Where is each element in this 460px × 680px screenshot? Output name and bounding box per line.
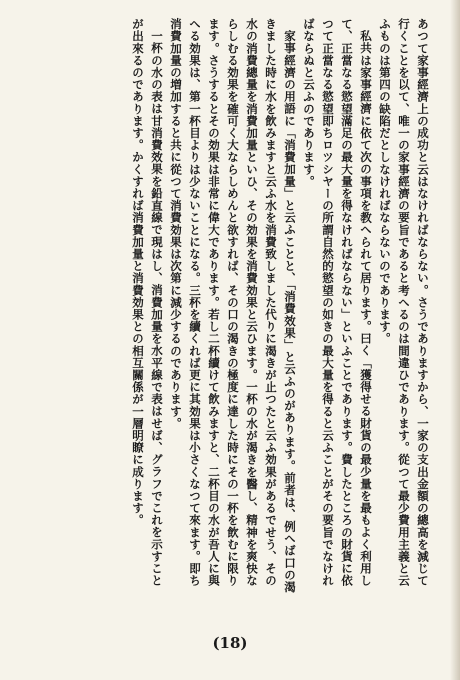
- page-number: (18): [212, 634, 248, 652]
- paragraph-1: あつて家事經濟上の成功と云はなければならない。さうでありますから、一家の支出金額の總高を減じて行くことを以て、唯一の家事經濟の要旨であると考へるのは間違ひであります。從つて最少費用主義と云ふものは第四の缺陷だとしなければならないのであります。: [378, 18, 430, 587]
- page-edge-shadow: [450, 0, 460, 680]
- paragraph-3: 家事經濟の用語に「消費加量」と云ふことと、「消費效果」と云ふのがあります。前者は、例へば口の渴きました時に水を飲みますと云ふ水を消費致しました代りに渴きが止つたと云ふ効果があるでせう、その水の消費總量を消費加量といひ、その効果を消費効果と云ひます。一杯の水が渴きを醫し、精神を爽快ならしむる効果を確可く大ならしめんと欲すれば、その口の渴きの極度に達した時にその一杯を飲むに限ります。さうするとその効果は非常に偉大であります。若し二杯續けて飲みますと、二杯目の水が吾人に與へる効果は、第一杯目よりは少ないことになる。三杯を續くれば更に其効果は小さくなつて來ます。即ち消費加量の増加すると共に從つて消費効果は次第に減少するのであります。: [169, 18, 297, 593]
- paragraph-2: 私共は家事經濟に依て次の事項を教へられて居ります。曰く「獲得せる財貨の最少量を最もよく利用して、正當なる慾望滿足の最大量を得なければならない」といふことであります。費したところの財貨に依つて正當なる慾望即ちロツシヤーの所謂自然的慾望の如きの最大量を得ると云ふことがその要旨でなければならぬと云ふのであります。: [302, 18, 373, 587]
- paragraph-4: 一杯の水の表は甘消費效果を鉛直線で現はし、消費加量を水平線で表はせば、グラフでこれを示すことが出來るのであります。かくすれば消費加量と消費効果との相互關係が一層明瞭に成ります。: [131, 18, 164, 587]
- body-text: [28, 18, 432, 598]
